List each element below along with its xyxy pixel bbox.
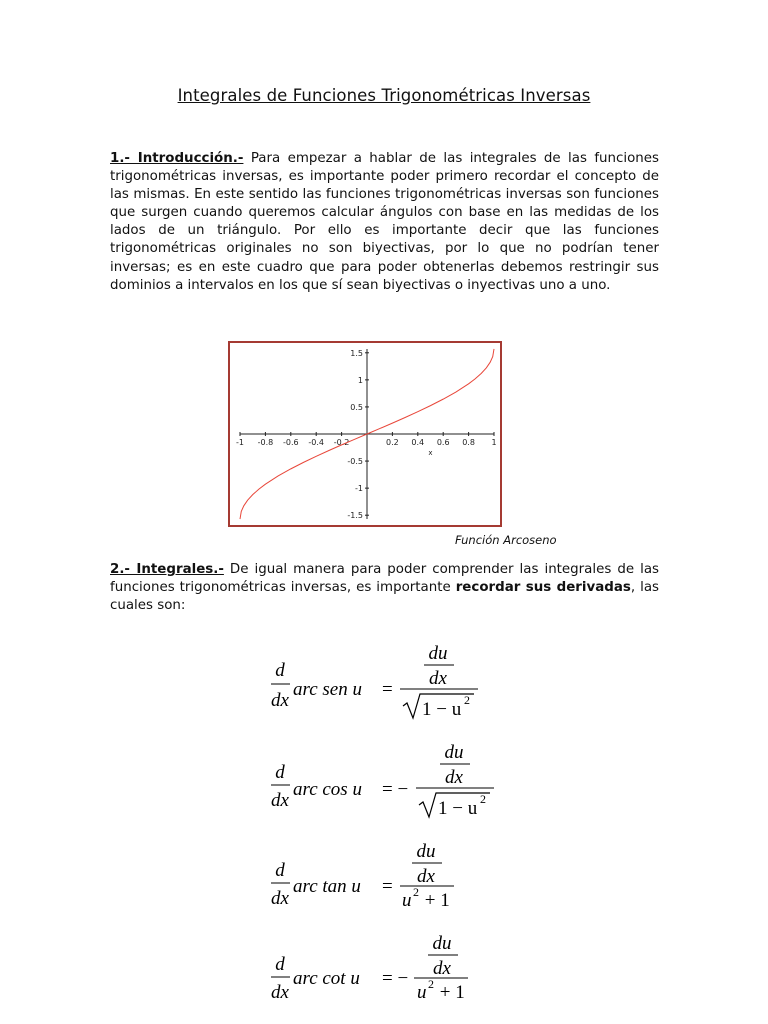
eq-dx: dx <box>271 790 289 811</box>
eq-d: d <box>275 660 285 681</box>
eq-sign: = − <box>382 779 409 800</box>
eq-sign: = <box>382 679 393 700</box>
eq-exponent: 2 <box>480 792 486 806</box>
x-tick-label: -0.8 <box>257 438 274 447</box>
x-tick-label: -0.2 <box>333 438 350 447</box>
x-tick-label: 0.8 <box>462 438 475 447</box>
x-tick-label: 0.2 <box>386 438 399 447</box>
section-integrales <box>110 561 659 615</box>
y-tick-label: -1 <box>355 484 363 494</box>
eq-exponent: 2 <box>464 693 470 707</box>
eq-den-rest: + 1 <box>420 890 450 911</box>
arcsin-chart-frame <box>228 341 502 527</box>
x-tick-label: 1 <box>491 438 497 447</box>
section-introduction <box>110 150 659 295</box>
eq-du: du <box>432 933 452 954</box>
eq-function: arc cos u <box>293 779 362 800</box>
x-tick-label: 0.4 <box>411 438 425 447</box>
page-title: Integrales de Funciones Trigonométricas Inversas <box>177 86 591 105</box>
eq-sign: = <box>382 876 393 897</box>
eq-function: arc cot u <box>293 968 360 989</box>
eq-d: d <box>275 762 285 783</box>
eq-den-rest: + 1 <box>435 982 465 1003</box>
eq-dx-inner: dx <box>433 958 451 979</box>
equation-arccot <box>268 930 508 1015</box>
eq-dx-inner: dx <box>429 668 447 689</box>
eq-du: du <box>428 643 448 664</box>
introduction-text: Para empezar a hablar de las integrales de las funciones trigonométricas inversas, es importante poder primero recordar el concepto de las mismas. En este sentido las funciones trigonométricas inversas son funciones que surgen cuando queremos calcular ángulos con base en las medidas de los lados de un triángulo. Por ello es importante decir que las funciones trigonométricas originales no son biyectivas, por lo que no podrían tener inversas; es en este cuadro que para poder obtenerlas debemos restringir sus dominios a intervalos en los que sí sean biyectivas o inyectivas uno a uno. <box>110 151 659 293</box>
eq-den-base: u <box>417 982 427 1003</box>
section-heading-integrales: 2.- Integrales.- <box>110 562 224 577</box>
y-tick-label: 1.5 <box>350 348 363 358</box>
eq-du: du <box>416 841 436 862</box>
eq-denominator: 1 − u <box>438 798 478 819</box>
y-tick-label: 0.5 <box>350 402 363 412</box>
eq-dx: dx <box>271 690 289 711</box>
x-axis-label: x <box>428 449 433 457</box>
eq-dx: dx <box>271 982 289 1003</box>
figure-caption: Función Arcoseno <box>455 533 557 547</box>
eq-function: arc sen u <box>293 679 362 700</box>
integrales-text-before: De igual manera para poder comprender las integrales de las funciones trigonométricas inversas, es importante <box>110 562 659 596</box>
eq-exponent: 2 <box>428 977 434 991</box>
eq-exponent: 2 <box>413 885 419 899</box>
y-tick-label: 1 <box>357 375 363 385</box>
x-tick-label: -0.4 <box>308 438 325 447</box>
equation-arcsen <box>268 640 508 725</box>
y-tick-label: -1.5 <box>347 511 363 521</box>
eq-du: du <box>444 742 464 763</box>
integrales-emphasis: recordar sus derivadas <box>455 580 631 596</box>
eq-dx-inner: dx <box>417 866 435 887</box>
equation-arccos <box>268 738 508 823</box>
eq-d: d <box>275 954 285 975</box>
eq-function: arc tan u <box>293 876 361 897</box>
eq-d: d <box>275 860 285 881</box>
eq-den-base: u <box>402 890 412 911</box>
eq-dx-inner: dx <box>445 767 463 788</box>
x-tick-label: -0.6 <box>282 438 299 447</box>
y-tick-label: -0.5 <box>347 457 363 467</box>
eq-sign: = − <box>382 968 409 989</box>
arcsin-chart <box>230 343 499 524</box>
eq-denominator: 1 − u <box>422 699 462 720</box>
equation-arctan <box>268 838 508 923</box>
x-tick-label: 0.6 <box>436 438 450 447</box>
eq-dx: dx <box>271 888 289 909</box>
integrales-text-after: , las cuales son: <box>110 580 660 614</box>
section-heading-introduction: 1.- Introducción.- <box>110 151 244 166</box>
x-tick-label: -1 <box>236 438 244 447</box>
